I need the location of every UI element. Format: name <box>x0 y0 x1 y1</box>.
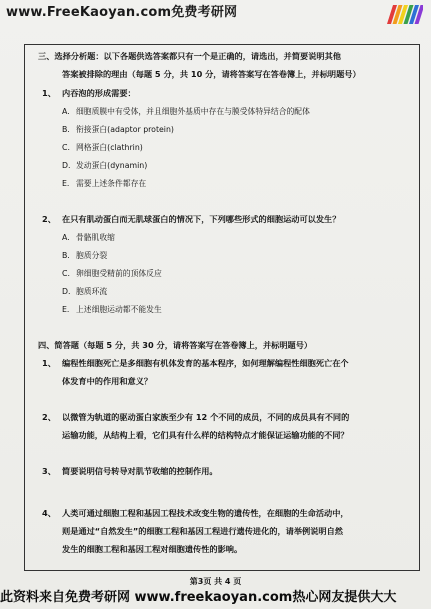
option-key: C. <box>62 143 70 152</box>
option-key: B. <box>62 125 70 134</box>
option-text: 衔接蛋白(adaptor protein) <box>76 125 174 134</box>
option-text: 需要上述条件都存在 <box>76 179 147 188</box>
q1-option-b <box>62 124 174 135</box>
q1-stem: 内吞泡的形成需要： <box>62 88 136 98</box>
option-text: 上述细胞运动都不能发生 <box>76 305 162 314</box>
sa-q2-line2: 运输功能，从结构上看，它们具有什么样的结构特点才能保证运输功能的不同？ <box>62 430 349 440</box>
option-key: A. <box>62 233 70 242</box>
sa-q4-line1: 人类可通过细胞工程和基因工程技术改变生物的遗传性，在细胞的生命活动中， <box>62 508 349 518</box>
sa-q1-number: 1、 <box>42 358 56 368</box>
option-text: 细胞质膜中有受体，并且细胞外基质中存在与膜受体特异结合的配体 <box>76 107 310 116</box>
option-key: E. <box>62 305 70 314</box>
q2-option-a <box>62 232 115 243</box>
q2-stem: 在只有肌动蛋白而无肌球蛋白的情况下，下列哪些形式的细胞运动可以发生？ <box>62 214 341 224</box>
section3-title: 三、选择分析题：以下各题供选答案都只有一个是正确的，请选出，并简要说明其他 <box>38 51 341 61</box>
page-number: 第3页 共 4 页 <box>189 577 242 586</box>
sa-q3-line1: 简要说明信号转导对肌节收缩的控制作用。 <box>62 466 218 476</box>
section3-title-line2: 答案被排除的理由（每题 5 分，共 10 分，请将答案写在答卷簿上，并标明题号） <box>62 69 361 79</box>
sa-q4-line3: 发生的细胞工程和基因工程对细胞遗传性的影响。 <box>62 544 243 554</box>
option-key: E. <box>62 179 70 188</box>
option-key: D. <box>62 287 71 296</box>
q2-option-d <box>62 286 107 297</box>
q2-option-e <box>62 304 162 315</box>
q1-option-e <box>62 178 146 189</box>
option-key: C. <box>62 269 70 278</box>
section4-title: 四、简答题（每题 5 分，共 30 分，请将答案写在答卷簿上，并标明题号） <box>38 340 313 350</box>
sa-q2-number: 2、 <box>42 412 56 422</box>
q1-number: 1、 <box>42 88 56 98</box>
option-text: 胞质分裂 <box>76 251 108 260</box>
q2-number: 2、 <box>42 214 56 224</box>
sa-q1-line2: 体发育中的作用和意义？ <box>62 376 153 386</box>
q2-option-b <box>62 250 107 261</box>
sa-q3-number: 3、 <box>42 466 56 476</box>
sa-q4-line2: 则是通过“自然发生”的细胞工程和基因工程进行遗传进化的，请举例说明自然 <box>62 526 343 536</box>
q2-option-c <box>62 268 162 279</box>
option-text: 网格蛋白(clathrin) <box>76 143 143 152</box>
option-text: 发动蛋白(dynamin) <box>76 161 148 170</box>
q1-option-a <box>62 106 310 117</box>
option-text: 胞质环流 <box>76 287 108 296</box>
option-key: D. <box>62 161 71 170</box>
option-text: 卵细胞受精前的顶体反应 <box>76 269 162 278</box>
sa-q2-line1: 以微管为轨道的驱动蛋白家族至少有 12 个不同的成员，不同的成员具有不同的 <box>62 412 350 422</box>
sa-q1-line1: 编程性细胞死亡是多细胞有机体发育的基本程序，如何理解编程性细胞死亡在个 <box>62 358 349 368</box>
top-watermark: www.FreeKaoyan.com免费考研网 <box>6 5 238 20</box>
sa-q4-number: 4、 <box>42 508 56 518</box>
option-key: A. <box>62 107 70 116</box>
q1-option-d <box>62 160 147 171</box>
site-logo-icon <box>383 2 423 28</box>
q1-option-c <box>62 142 143 153</box>
option-text: 骨骼肌收缩 <box>76 233 115 242</box>
bottom-watermark: 此资料来自免费考研网 www.freekaoyan.com热心网友提供大大 <box>0 590 397 605</box>
option-key: B. <box>62 251 70 260</box>
